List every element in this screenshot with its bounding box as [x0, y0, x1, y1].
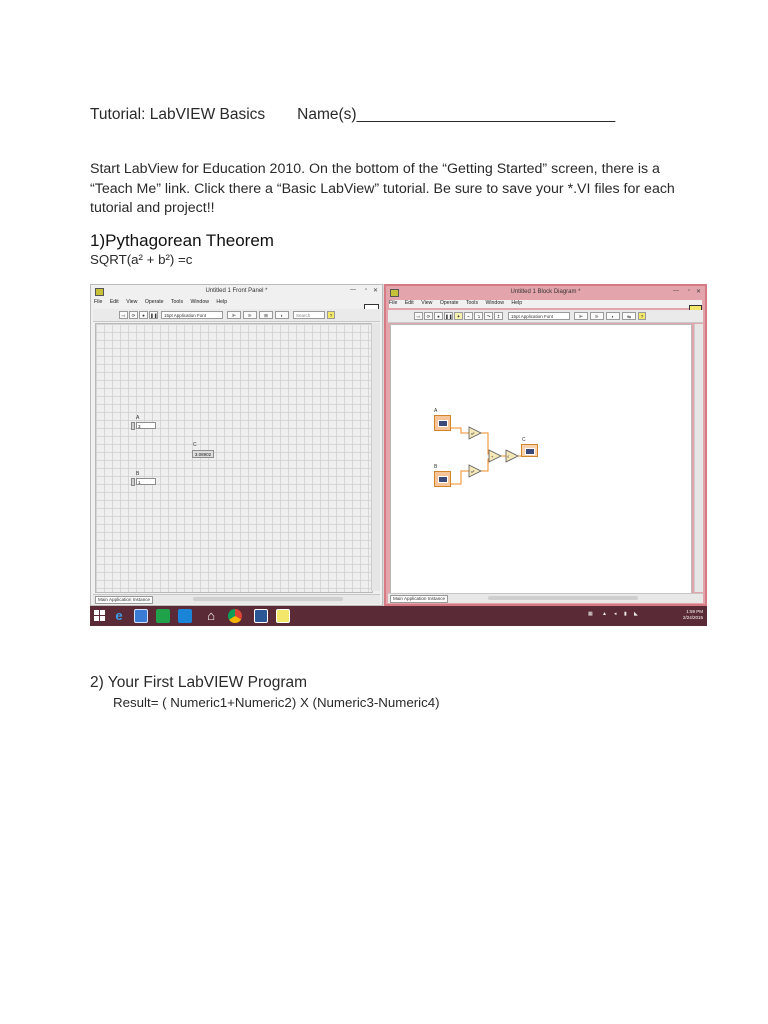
abort-icon[interactable]: ●: [434, 312, 443, 320]
keyboard-icon[interactable]: ▦: [588, 611, 593, 617]
run-arrow-icon[interactable]: ⇨: [119, 311, 128, 319]
help-icon[interactable]: ?: [327, 311, 335, 319]
word-icon[interactable]: [254, 609, 268, 623]
section2-formula: Result= ( Numeric1+Numeric2) X (Numeric3-Numeric4): [113, 695, 440, 710]
menu-file[interactable]: File: [389, 300, 398, 306]
section2-heading: 2) Your First LabVIEW Program: [90, 674, 308, 691]
maximize-icon[interactable]: ▫: [687, 288, 690, 294]
battery-icon[interactable]: ▮: [624, 611, 627, 617]
indicator-c-value: 3.08902: [192, 450, 214, 458]
terminal-a[interactable]: [434, 415, 451, 431]
front-panel-menubar: [94, 299, 233, 307]
step-out-icon[interactable]: ↥: [494, 312, 503, 320]
control-a-input[interactable]: 3: [136, 422, 156, 429]
terminal-c[interactable]: [521, 444, 538, 457]
wire-b-to-square-b: [451, 471, 469, 484]
help-icon[interactable]: ?: [638, 312, 646, 320]
font-selector[interactable]: 15pt Application Font: [161, 311, 223, 319]
maximize-icon[interactable]: ▫: [364, 287, 367, 293]
labview-screenshot: [90, 284, 707, 626]
desktop-icon[interactable]: [134, 609, 148, 623]
network-icon[interactable]: ◣: [634, 611, 638, 617]
control-b-increment-icon[interactable]: [131, 478, 135, 486]
name-field-label: Name(s)______________________________: [297, 106, 616, 123]
wire-square-b-to-add: [481, 459, 489, 471]
menu-operate[interactable]: Operate: [144, 299, 164, 305]
volume-icon[interactable]: ◂: [614, 611, 617, 617]
section1-heading: 1)Pythagorean Theorem: [90, 231, 274, 250]
front-panel-horizontal-scrollbar[interactable]: [193, 597, 343, 601]
block-diagram-statusbar: [388, 593, 703, 603]
menu-window[interactable]: Window: [190, 299, 209, 305]
menu-help[interactable]: Help: [216, 299, 228, 305]
store-icon[interactable]: [156, 609, 170, 623]
step-into-icon[interactable]: ↴: [474, 312, 483, 320]
clock-date: 2/24/2015: [682, 615, 703, 620]
terminal-c-label: C: [522, 437, 526, 443]
block-diagram-status-label: Main Application Instance: [390, 595, 448, 603]
square-b-glyph: x²: [471, 469, 475, 474]
intro-paragraph: Start LabView for Education 2010. On the bottom of the “Getting Started” screen, there is a “Teach Me” link. Click there a “Basic LabView” tutorial. Be sure to save your *.VI files for each tutorial and project!!: [90, 161, 675, 216]
block-diagram-title: Untitled 1 Block Diagram *: [510, 289, 581, 295]
document-title: Tutorial: LabVIEW Basics: [90, 106, 266, 123]
home-icon[interactable]: ⌂: [207, 608, 215, 623]
abort-icon[interactable]: ●: [139, 311, 148, 319]
windows-live-icon[interactable]: [178, 609, 192, 623]
wire-square-a-to-add: [481, 433, 489, 454]
close-icon[interactable]: ✕: [695, 289, 701, 295]
internet-explorer-icon[interactable]: e: [115, 608, 123, 623]
highlight-execution-icon[interactable]: ✦: [454, 312, 463, 320]
search-input[interactable]: Search: [293, 311, 325, 319]
terminal-b[interactable]: [434, 471, 451, 487]
front-panel-canvas[interactable]: [95, 323, 373, 593]
front-panel-window: [90, 284, 383, 606]
menu-window[interactable]: Window: [485, 300, 504, 306]
section1-formula: SQRT(a² + b²) =c: [90, 252, 193, 267]
font-selector[interactable]: 15pt Application Font: [508, 312, 570, 320]
start-icon[interactable]: [94, 609, 108, 623]
menu-edit[interactable]: Edit: [404, 300, 414, 306]
block-diagram-horizontal-scrollbar[interactable]: [488, 596, 638, 600]
block-diagram-canvas[interactable]: [390, 324, 692, 594]
front-panel-toolbar: [93, 309, 380, 322]
pause-icon[interactable]: ❚❚: [150, 313, 158, 318]
menu-tools[interactable]: Tools: [170, 299, 184, 305]
menu-file[interactable]: File: [94, 299, 103, 305]
chrome-icon[interactable]: [228, 609, 242, 623]
terminal-a-label: A: [434, 408, 438, 414]
control-a-label: A: [136, 415, 140, 421]
reorder-icon[interactable]: ◐: [275, 311, 289, 319]
control-b-label: B: [136, 471, 140, 477]
menu-view[interactable]: View: [126, 299, 138, 305]
block-diagram-toolbar: [388, 310, 703, 323]
block-diagram-menubar: [389, 300, 702, 308]
reorder-icon[interactable]: ◐: [606, 312, 620, 320]
front-panel-status-label: Main Application Instance: [95, 596, 153, 604]
menu-operate[interactable]: Operate: [439, 300, 459, 306]
minimize-icon[interactable]: —: [673, 288, 679, 294]
menu-tools[interactable]: Tools: [465, 300, 479, 306]
labview-taskbar-icon[interactable]: [276, 609, 290, 623]
run-continuous-icon[interactable]: ⟳: [129, 311, 138, 319]
align-icon[interactable]: ⊫: [574, 312, 588, 320]
square-a-glyph: x²: [471, 431, 475, 436]
front-panel-vertical-scrollbar[interactable]: [371, 323, 380, 591]
front-panel-statusbar: [93, 594, 380, 604]
menu-view[interactable]: View: [421, 300, 433, 306]
windows-taskbar: [90, 606, 707, 626]
menu-edit[interactable]: Edit: [109, 299, 119, 305]
header-line: [90, 106, 615, 124]
close-icon[interactable]: ✕: [372, 288, 378, 294]
terminal-b-label: B: [434, 464, 438, 470]
pause-icon[interactable]: ❚❚: [445, 314, 453, 319]
block-diagram-window: [384, 284, 707, 606]
run-continuous-icon[interactable]: ⟳: [424, 312, 433, 320]
wire-a-to-square-a: [451, 428, 469, 433]
resize-icon[interactable]: ⊞: [259, 311, 273, 319]
retain-wire-values-icon[interactable]: ⌁: [464, 312, 473, 320]
taskbar-clock[interactable]: [683, 609, 703, 621]
sqrt-glyph: √: [507, 454, 510, 459]
control-b-input[interactable]: 1: [136, 478, 156, 485]
indicator-c-label: C: [193, 442, 197, 448]
tray-expand-icon[interactable]: ▲: [602, 611, 607, 617]
distribute-icon[interactable]: ⊪: [243, 311, 257, 319]
align-icon[interactable]: ⊫: [227, 311, 241, 319]
front-panel-title: Untitled 1 Front Panel *: [205, 288, 268, 294]
distribute-icon[interactable]: ⊪: [590, 312, 604, 320]
minimize-icon[interactable]: —: [350, 287, 356, 293]
menu-help[interactable]: Help: [511, 300, 523, 306]
control-a-increment-icon[interactable]: [131, 422, 135, 430]
run-arrow-icon[interactable]: ⇨: [414, 312, 423, 320]
wiring-diagram: [391, 325, 691, 593]
step-over-icon[interactable]: ↷: [484, 312, 493, 320]
add-glyph: +: [491, 454, 494, 459]
cleanup-icon[interactable]: ⇆: [622, 312, 636, 320]
block-diagram-vertical-scrollbar[interactable]: [694, 324, 703, 592]
clock-time: 1:59 PM: [686, 609, 703, 614]
